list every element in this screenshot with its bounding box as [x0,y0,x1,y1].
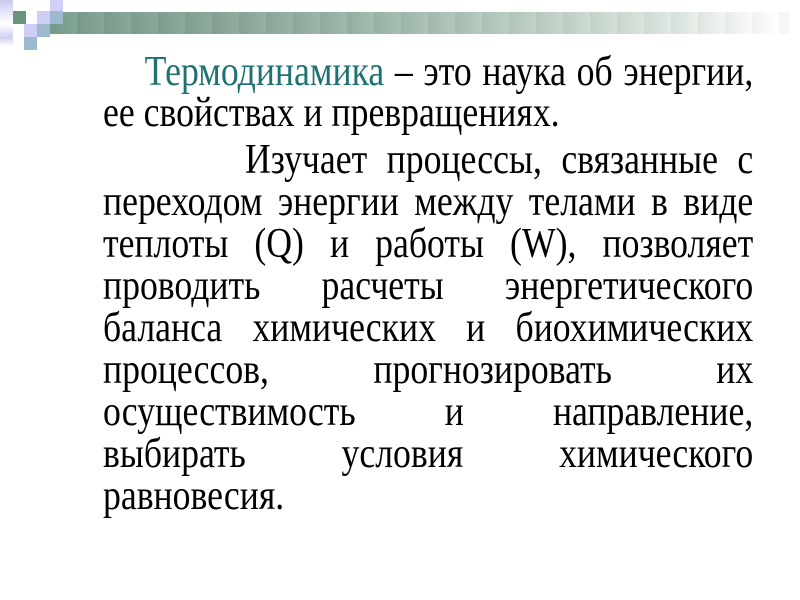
paragraph2-line2: переходом энергии между телами в виде [103,179,754,225]
term-highlight: Термодинамика [144,49,385,95]
paragraph2-line6: процессов, прогнозировать их [103,347,754,393]
decor-square-lavender-row2 [24,24,37,37]
slide-text-block [103,49,754,519]
decor-square-bluegray-row1 [50,11,63,24]
paragraph2-line9: равновесия. [103,473,285,519]
paragraph2-line3: теплоты (Q) и работы (W), позволяет [103,221,754,267]
decor-square-bluegray-row3 [24,37,37,50]
decor-square-teal [13,11,26,24]
paragraph2-line7: осуществимость и направление, [103,389,754,435]
paragraph-description [103,139,753,517]
paragraph1-line1 [103,49,754,95]
paragraph-definition [103,49,754,136]
paragraph2-line5: баланса химических и биохимических [103,305,754,351]
paragraph2-line4: проводить расчеты энергетического [103,263,754,309]
paragraph2-line1: Изучает процессы, связанные с [244,137,754,183]
paragraph1-line1-rest: – это наука об энергии, [384,49,754,95]
decor-square-bluegray-row2 [37,24,50,37]
paragraph2-line8: выбирать условия химического [103,431,754,477]
paragraph1-line2: ее свойствах и превращениях. [103,90,560,136]
header-gradient-bar [50,12,790,34]
decor-gradient-strip [0,0,13,46]
decor-square-lavender-row1 [37,11,50,24]
